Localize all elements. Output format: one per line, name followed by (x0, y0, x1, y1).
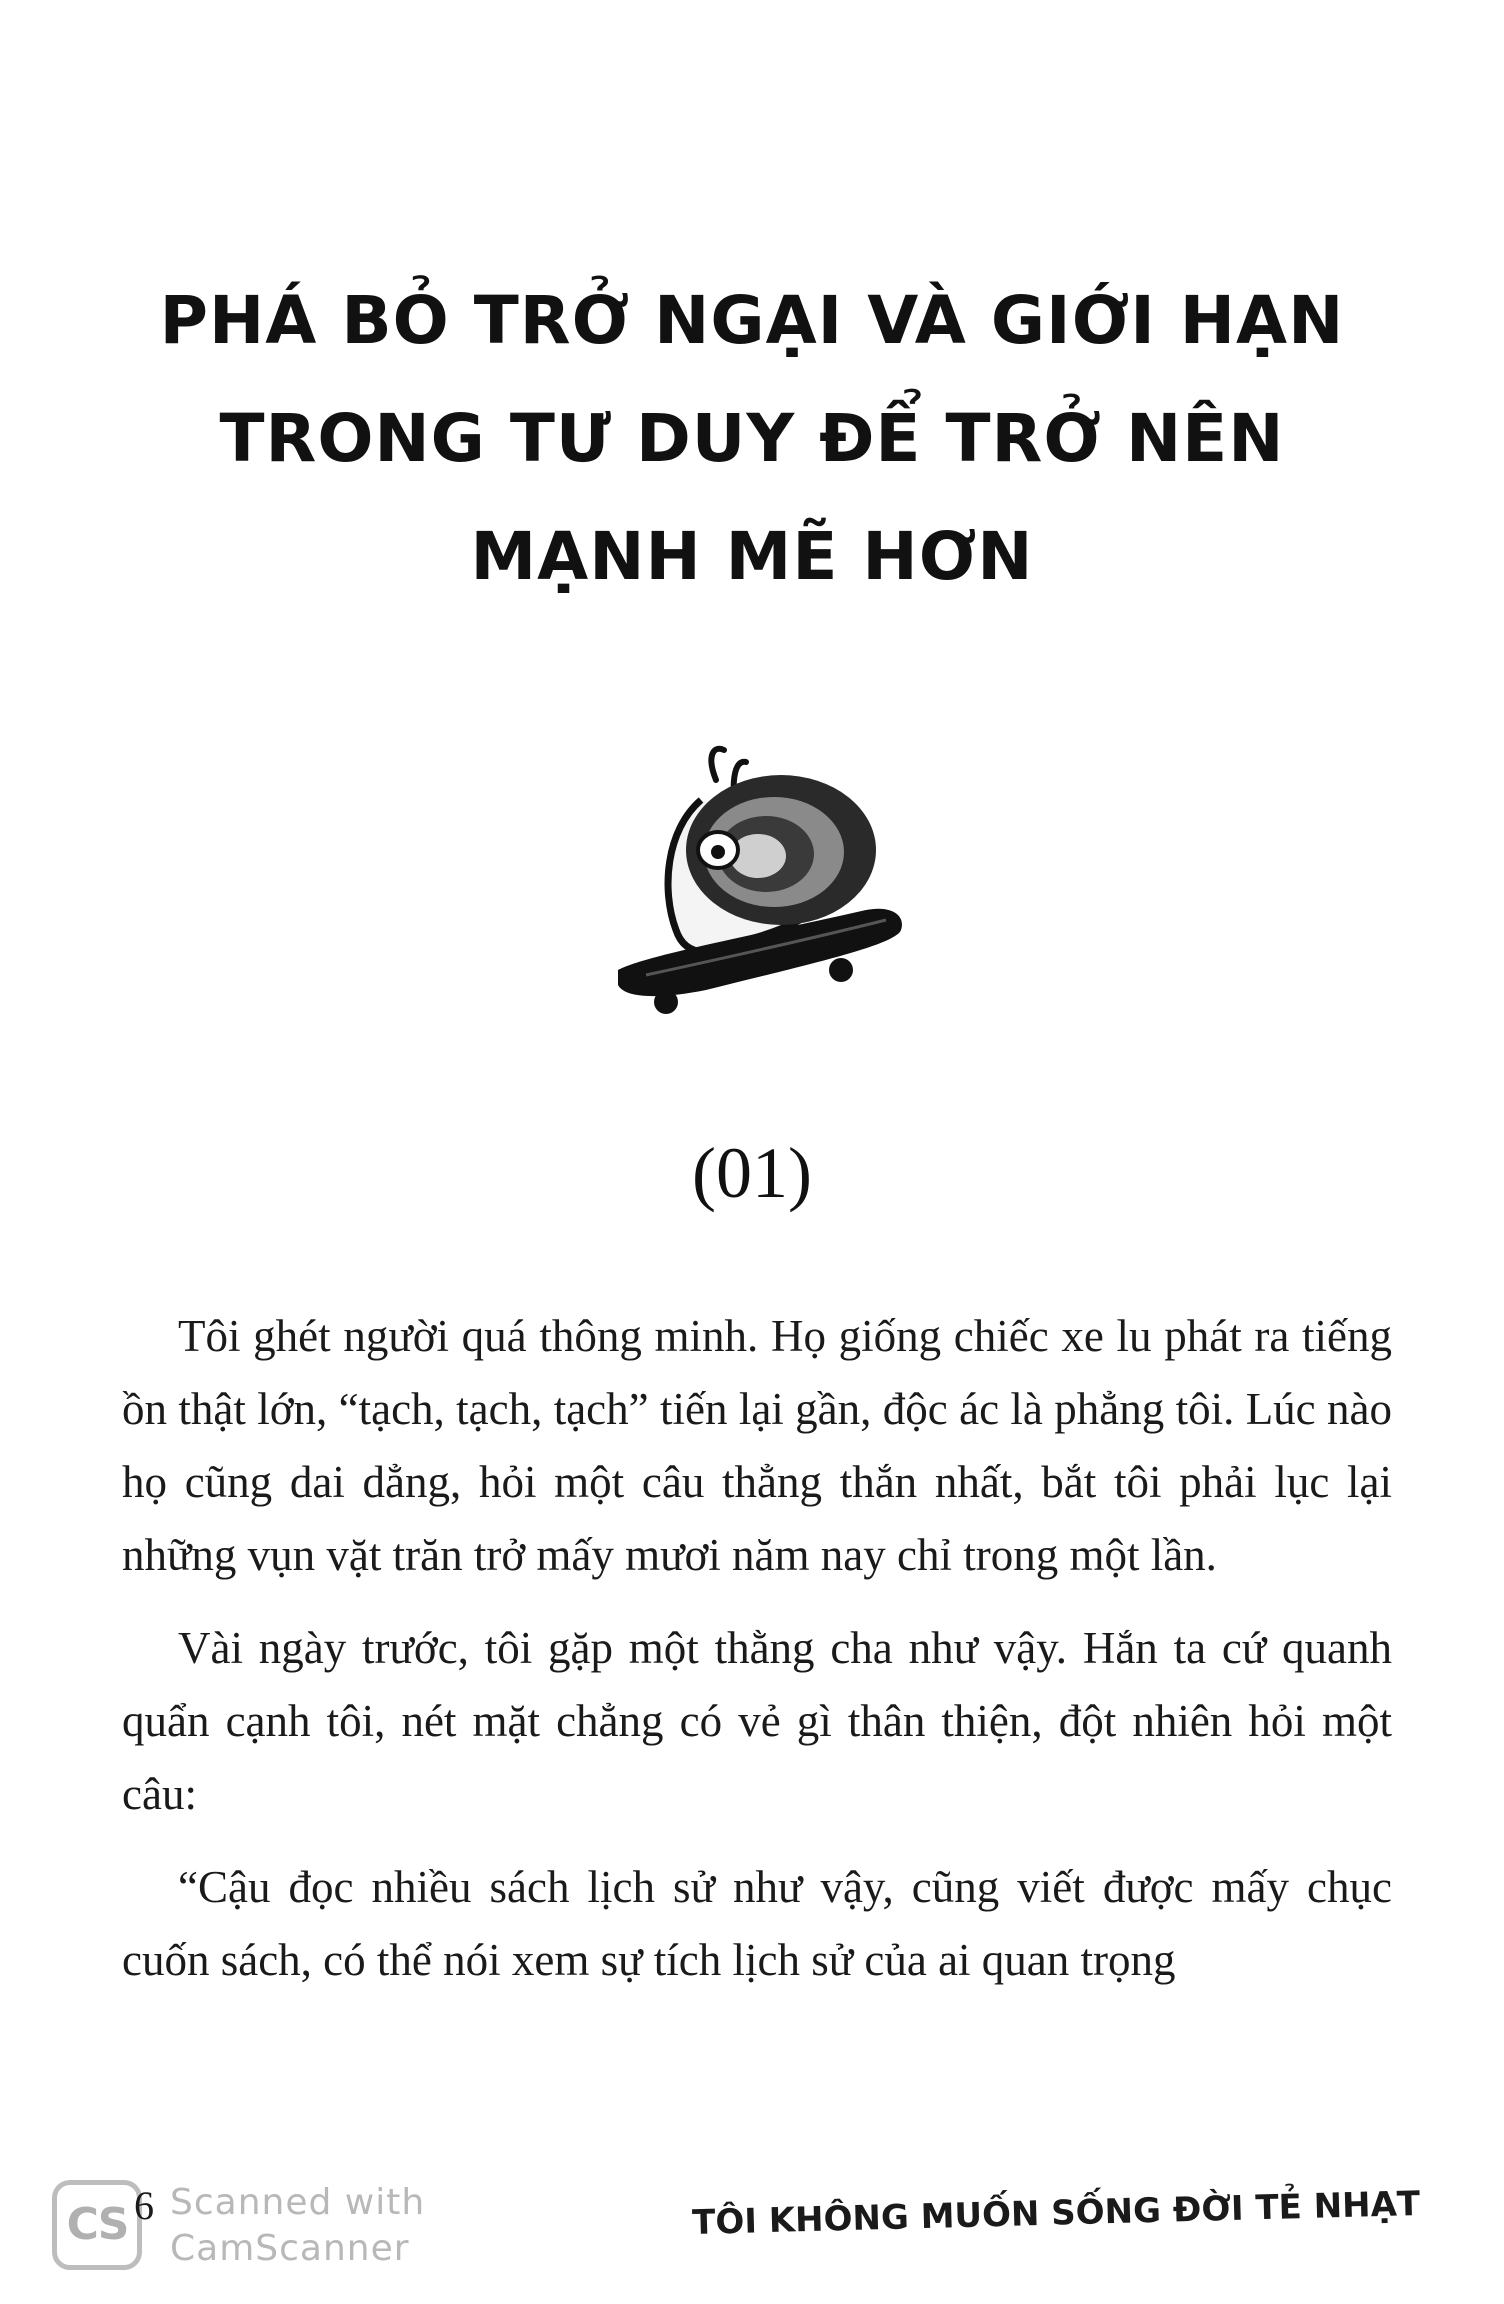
page-number: 6 (134, 2183, 154, 2228)
paragraph: Vài ngày trước, tôi gặp một thằng cha như vậy. Hắn ta cứ quanh quẩn cạnh tôi, nét mặt chẳng có vẻ gì thân thiện, đột nhiên hỏi một câu: (122, 1623, 1392, 1819)
page-footer (0, 2150, 1504, 2290)
camscanner-logo: CS (52, 2180, 142, 2270)
chapter-title (120, 262, 1384, 616)
snail-on-skateboard-icon (606, 740, 926, 1040)
watermark-line: Scanned with (170, 2182, 426, 2223)
paragraph: Tôi ghét người quá thông minh. Họ giống chiếc xe lu phát ra tiếng ồn thật lớn, “tạch, tạch, tạch” tiến lại gần, độc ác là phẳng tôi. Lúc nào họ cũng dai dẳng, hỏi một câu thẳng thắn nhất, bắt tôi phải lục lại những vụn vặt trăn trở mấy mươi năm nay chỉ trong một lần. (122, 1311, 1392, 1580)
chapter-title-line: MẠNH MẼ HƠN (470, 518, 1034, 595)
watermark-line: CamScanner (170, 2228, 410, 2269)
running-book-title: TÔI KHÔNG MUỐN SỐNG ĐỜI TẺ NHẠT (691, 2184, 1421, 2244)
chapter-title-line: PHÁ BỎ TRỞ NGẠI VÀ GIỚI HẠN (159, 282, 1345, 359)
chapter-number: (01) (692, 1133, 812, 1213)
body-text (122, 1300, 1392, 2017)
chapter-title-line: TRONG TƯ DUY ĐỂ TRỞ NÊN (219, 400, 1285, 477)
paragraph: “Cậu đọc nhiều sách lịch sử như vậy, cũng viết được mấy chục cuốn sách, có thể nói xem sự tích lịch sử của ai quan trọng (122, 1862, 1392, 1985)
scanner-watermark (170, 2180, 425, 2272)
